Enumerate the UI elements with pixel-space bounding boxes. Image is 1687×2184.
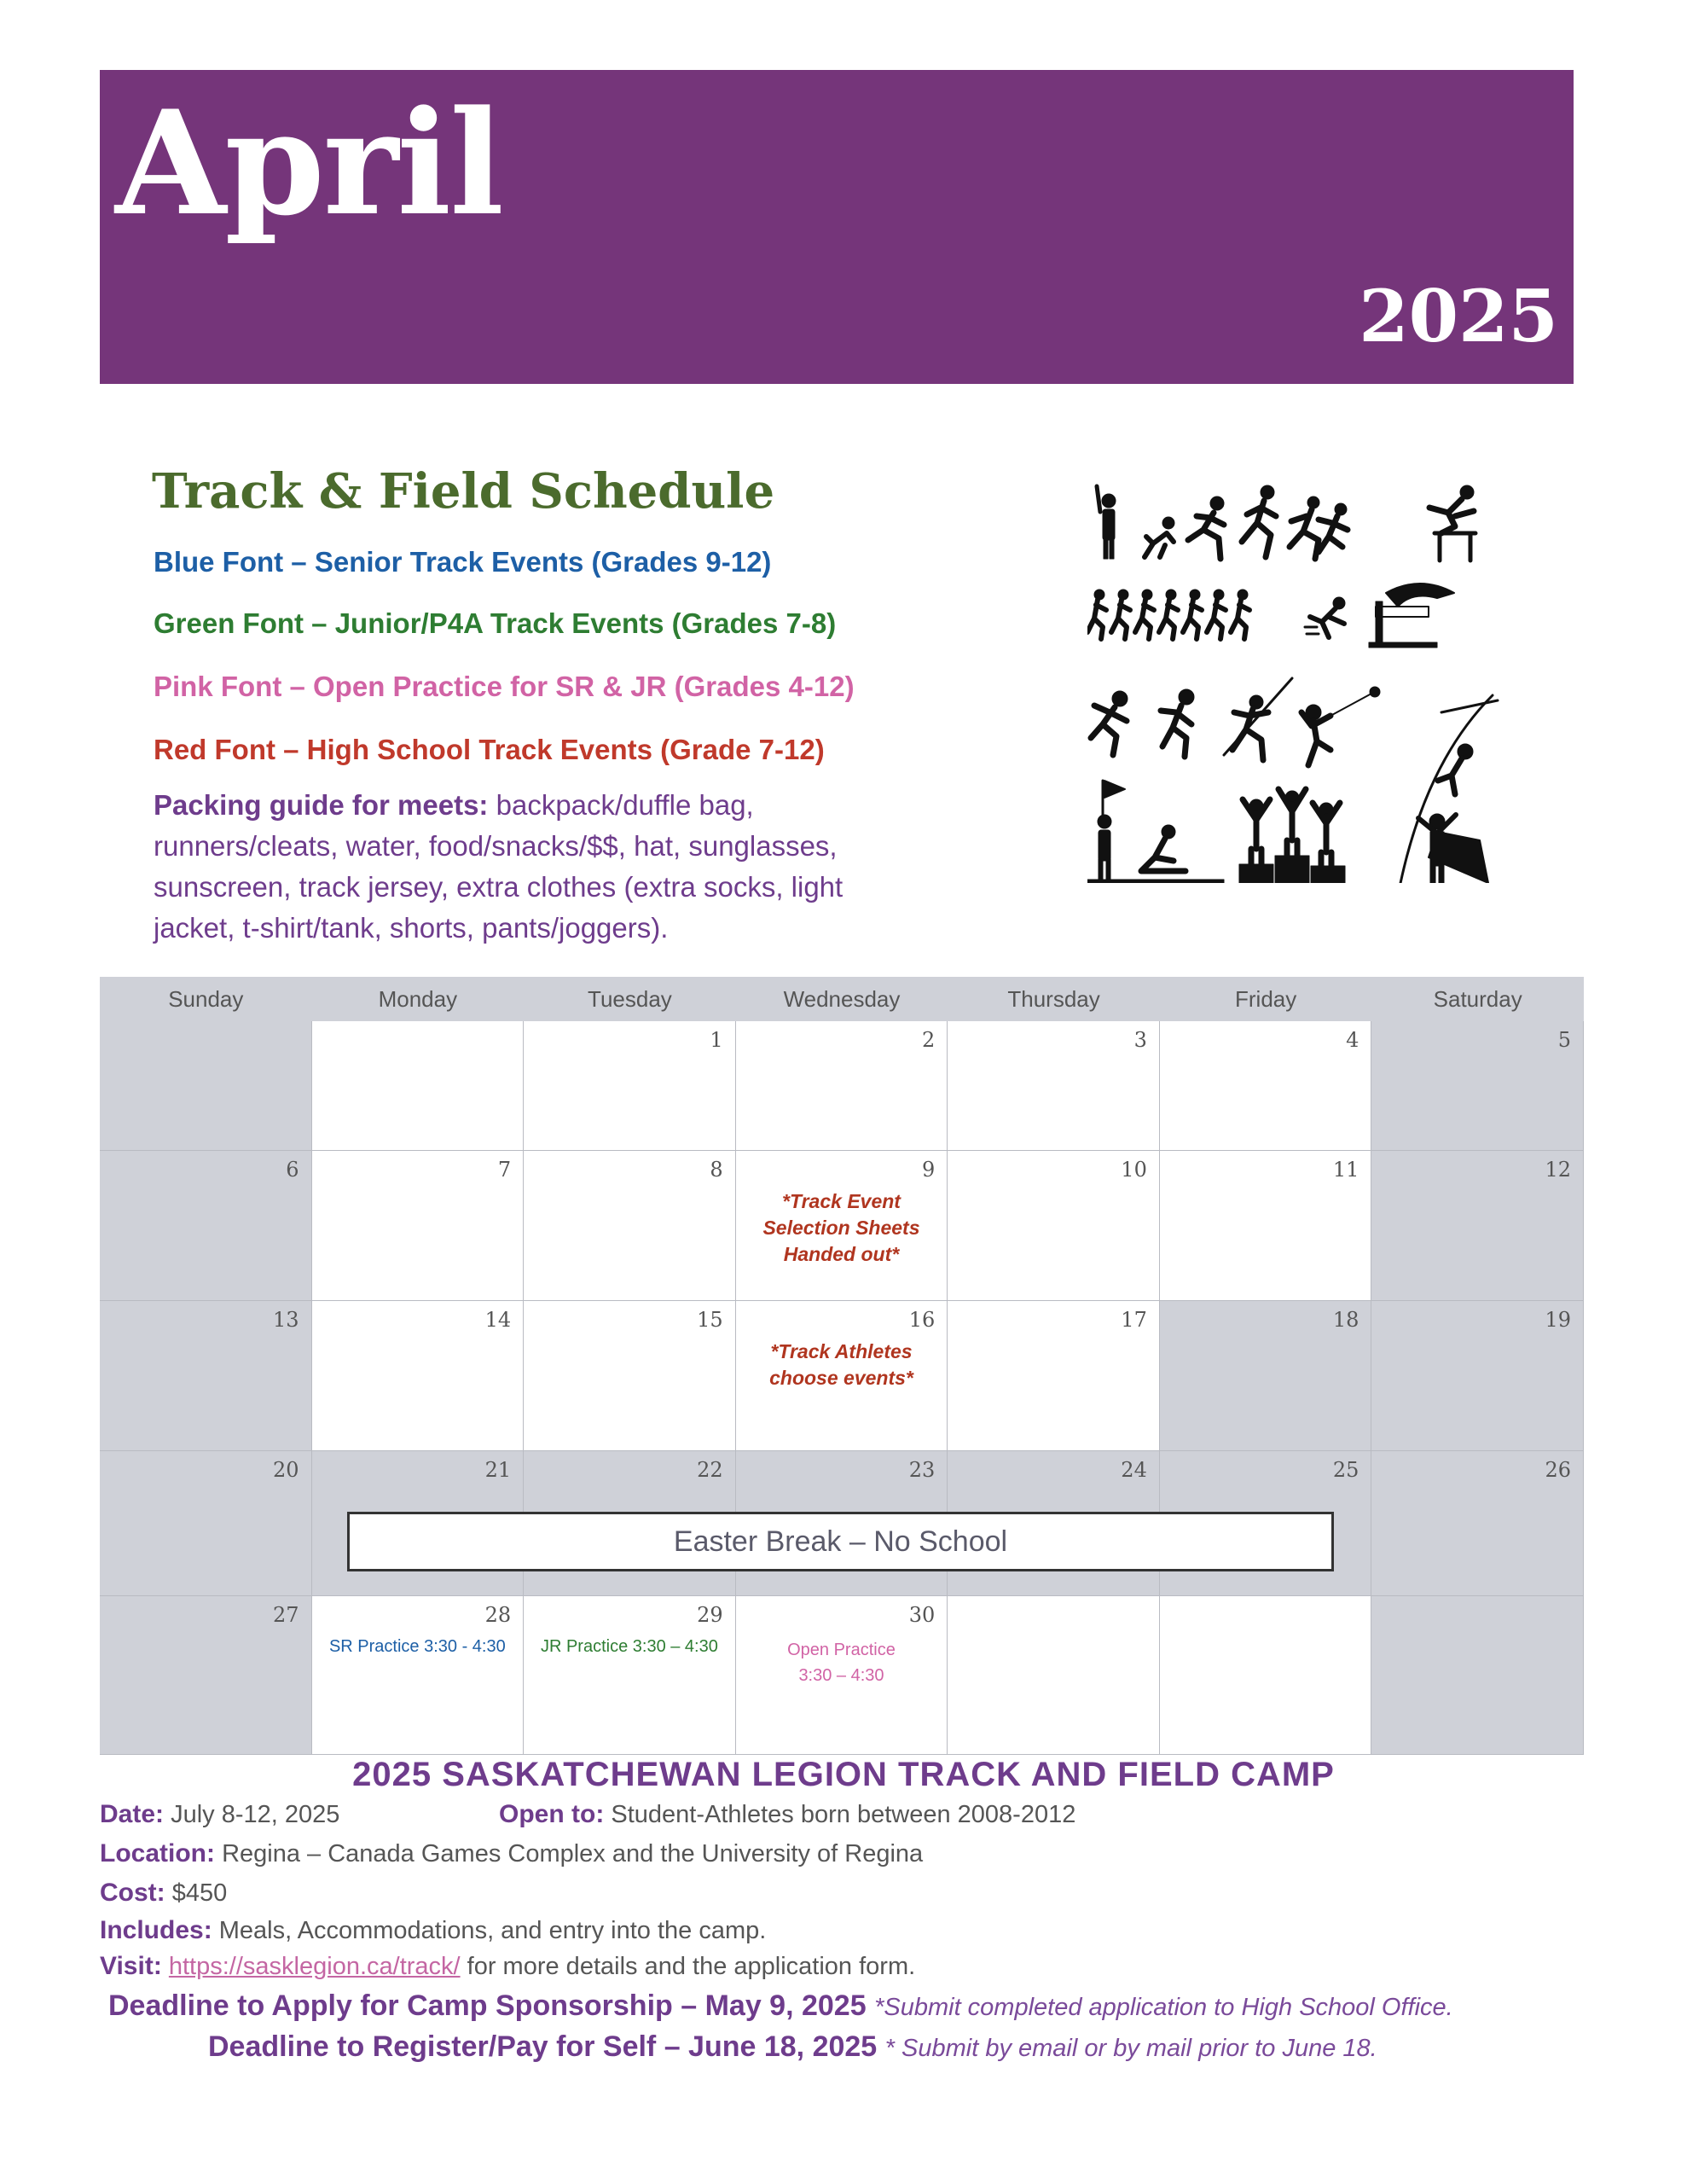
day-header-friday: Friday	[1235, 986, 1297, 1012]
day-number: 22	[697, 1458, 723, 1482]
visit-label: Visit:	[100, 1952, 162, 1980]
day-cell	[312, 1301, 525, 1451]
packing-label: Packing guide for meets:	[154, 789, 489, 821]
day-number: 20	[273, 1458, 299, 1482]
day-number: 29	[697, 1603, 723, 1627]
day-cell	[1160, 1151, 1372, 1301]
day-cell	[948, 1151, 1160, 1301]
deadline-sponsorship-text: Deadline to Apply for Camp Sponsorship – May 9, 2025	[108, 1989, 867, 2022]
legend-red: Red Font – High School Track Events (Grade 7-12)	[154, 734, 825, 765]
day-number: 7	[497, 1158, 512, 1182]
day-cell	[1160, 1301, 1372, 1451]
day-cell	[1160, 1596, 1372, 1755]
day-cell	[1160, 1021, 1372, 1151]
day-number: 23	[908, 1458, 936, 1482]
open-to-label: Open to:	[499, 1800, 605, 1828]
deadline-sponsorship	[108, 1989, 1453, 2023]
day-number: 25	[1332, 1458, 1359, 1482]
event-note	[736, 1637, 948, 1688]
day-cell	[736, 1151, 948, 1301]
day-number: 11	[1332, 1158, 1359, 1182]
day-cell	[524, 1021, 736, 1151]
day-number: 2	[921, 1028, 936, 1052]
camp-visit	[100, 1952, 915, 1981]
event-note-line: choose events*	[769, 1367, 913, 1389]
day-number: 15	[697, 1308, 723, 1332]
day-number: 1	[710, 1028, 723, 1052]
event-note-line: Open Practice	[787, 1641, 896, 1659]
athlete-pictograms-icon	[1087, 482, 1505, 883]
day-number: 27	[273, 1603, 299, 1627]
day-number: 21	[484, 1458, 512, 1482]
day-header-thursday: Thursday	[1007, 986, 1100, 1012]
day-cell	[100, 1301, 312, 1451]
day-cell	[948, 1021, 1160, 1151]
packing-guide	[154, 785, 921, 949]
year-title: 2025	[1359, 274, 1558, 358]
day-number: 13	[273, 1308, 299, 1332]
date-label: Date:	[100, 1800, 165, 1828]
camp-title: 2025 SASKATCHEWAN LEGION TRACK AND FIELD CAMP	[352, 1756, 1335, 1793]
header-banner	[100, 70, 1574, 384]
calendar	[100, 977, 1584, 1755]
day-cell	[524, 1151, 736, 1301]
day-number: 14	[484, 1308, 512, 1332]
visit-rest: for more details and the application form.	[467, 1953, 916, 1980]
camp-open-to	[499, 1800, 1075, 1829]
includes-value: Meals, Accommodations, and entry into the camp.	[218, 1917, 767, 1944]
deadline-register-note: * Submit by email or by mail prior to June 18.	[884, 2035, 1377, 2062]
cost-value: $450	[171, 1879, 228, 1907]
legend-green: Green Font – Junior/P4A Track Events (Grades 7-8)	[154, 607, 837, 639]
open-to-value: Student-Athletes born between 2008-2012	[611, 1801, 1076, 1828]
day-number: 19	[1545, 1308, 1571, 1332]
day-cell	[100, 1451, 312, 1596]
day-cell	[100, 1596, 312, 1755]
easter-break-banner: Easter Break – No School	[347, 1512, 1334, 1571]
day-cell	[736, 1596, 948, 1755]
day-number: 18	[1332, 1308, 1359, 1332]
day-cell	[312, 1151, 525, 1301]
day-number: 30	[908, 1603, 936, 1627]
event-note-line: *Track Athletes	[770, 1340, 913, 1362]
camp-includes	[100, 1916, 766, 1945]
day-number: 3	[1133, 1028, 1147, 1052]
legend-pink: Pink Font – Open Practice for SR & JR (Grades 4-12)	[154, 671, 855, 702]
day-number: 17	[1121, 1308, 1147, 1332]
day-cell	[312, 1021, 525, 1151]
schedule-title: Track & Field Schedule	[152, 463, 775, 520]
deadline-register-text: Deadline to Register/Pay for Self – June 18, 2025	[208, 2030, 878, 2063]
day-cell	[100, 1021, 312, 1151]
day-cell	[736, 1301, 948, 1451]
location-value: Regina – Canada Games Complex and the University of Regina	[222, 1840, 924, 1867]
camp-location	[100, 1839, 923, 1868]
day-header-sunday: Sunday	[168, 986, 244, 1012]
day-header-wednesday: Wednesday	[783, 986, 901, 1012]
location-label: Location:	[100, 1839, 215, 1867]
day-cell	[948, 1301, 1160, 1451]
event-note-line: *Track Event	[782, 1190, 901, 1212]
day-header-tuesday: Tuesday	[588, 986, 672, 1012]
legend-blue: Blue Font – Senior Track Events (Grades 9-12)	[154, 546, 772, 578]
camp-cost	[100, 1879, 227, 1908]
day-number: 4	[1346, 1028, 1359, 1052]
camp-link[interactable]: https://sasklegion.ca/track/	[168, 1953, 461, 1980]
day-number: 6	[286, 1158, 299, 1182]
day-cell	[524, 1596, 736, 1755]
camp-date	[100, 1800, 339, 1829]
day-number: 8	[710, 1158, 723, 1182]
day-cell	[312, 1596, 525, 1755]
day-cell	[1371, 1151, 1584, 1301]
day-header-monday: Monday	[378, 986, 458, 1012]
day-number: 24	[1121, 1458, 1147, 1482]
day-cell	[736, 1021, 948, 1151]
event-note-line: Selection Sheets	[762, 1217, 920, 1239]
day-number: 5	[1557, 1028, 1571, 1052]
packing-text: backpack/duffle bag, runners/cleats, water, food/snacks/$$, hat, sunglasses, sunscreen, track jersey, extra clothes (extra socks, light jacket, t-shirt/tank, shorts, pants/joggers).	[154, 789, 844, 944]
day-number: 28	[484, 1603, 512, 1627]
day-cell	[1371, 1451, 1584, 1596]
day-header-saturday: Saturday	[1433, 986, 1522, 1012]
day-cell	[524, 1301, 736, 1451]
day-cell	[948, 1596, 1160, 1755]
cost-label: Cost:	[100, 1879, 165, 1907]
day-number: 12	[1545, 1158, 1571, 1182]
day-number: 16	[908, 1308, 936, 1332]
event-note: JR Practice 3:30 – 4:30	[540, 1637, 718, 1656]
event-note	[736, 1339, 948, 1391]
event-note-line: Handed out*	[783, 1243, 900, 1265]
day-number: 26	[1545, 1458, 1571, 1482]
event-note	[736, 1188, 948, 1268]
includes-label: Includes:	[100, 1916, 212, 1944]
date-value: July 8-12, 2025	[171, 1801, 340, 1828]
day-cell	[100, 1151, 312, 1301]
day-cell	[1371, 1301, 1584, 1451]
day-number: 10	[1121, 1158, 1147, 1182]
day-number: 9	[921, 1158, 936, 1182]
event-note-line: 3:30 – 4:30	[798, 1666, 884, 1685]
deadline-sponsorship-note: *Submit completed application to High School Office.	[874, 1994, 1453, 2021]
event-note: SR Practice 3:30 - 4:30	[328, 1637, 506, 1656]
deadline-register	[208, 2030, 1377, 2064]
day-cell	[1371, 1021, 1584, 1151]
month-title: April	[115, 78, 502, 247]
day-cell	[1371, 1596, 1584, 1755]
